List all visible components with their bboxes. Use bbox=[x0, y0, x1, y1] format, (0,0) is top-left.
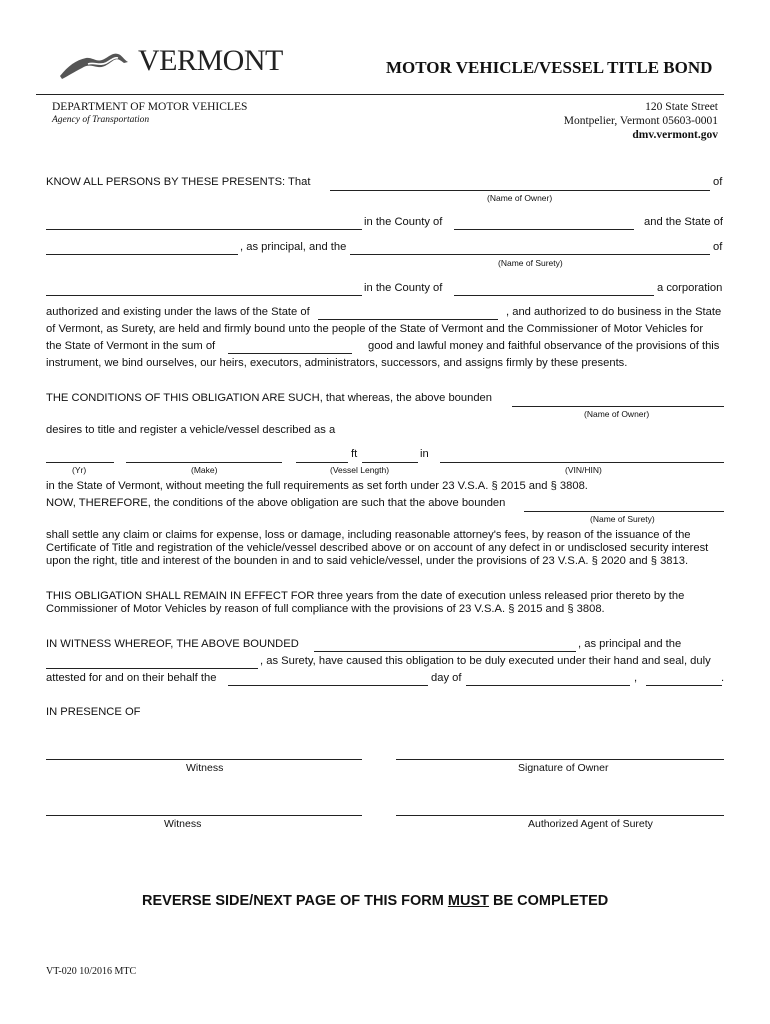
caption-name-of-surety-2: (Name of Surety) bbox=[590, 514, 655, 524]
in-presence-text: IN PRESENCE OF bbox=[46, 706, 141, 718]
vin-hin-field[interactable] bbox=[440, 448, 724, 463]
reverse-notice-post: BE COMPLETED bbox=[488, 893, 609, 909]
bind-text: instrument, we bind ourselves, our heirs, executors, administrators, successors, and assigns firmly by these presents. bbox=[46, 357, 628, 369]
caption-make: (Make) bbox=[191, 465, 218, 475]
dept-name: DEPARTMENT OF MOTOR VEHICLES bbox=[52, 101, 248, 113]
owner-signature-line[interactable] bbox=[396, 745, 724, 760]
in-label: in bbox=[420, 448, 429, 460]
caption-vessel-length: (Vessel Length) bbox=[330, 465, 390, 475]
logo-wordmark: VERMONT bbox=[138, 44, 283, 77]
as-principal-label: , as principal, and the bbox=[240, 241, 347, 253]
owner-signature-label: Signature of Owner bbox=[518, 762, 609, 774]
sum-text: the State of Vermont in the sum of bbox=[46, 340, 216, 352]
month-field[interactable] bbox=[466, 671, 630, 686]
address-city: Montpelier, Vermont 05603-0001 bbox=[563, 115, 718, 127]
reverse-side-notice bbox=[142, 893, 608, 909]
day-field[interactable] bbox=[228, 671, 428, 686]
settle-text-1: shall settle any claim or claims for expense, loss or damage, including reasonable attorney's fees, by reason of the issuance of the bbox=[46, 529, 691, 541]
caption-yr: (Yr) bbox=[72, 465, 87, 475]
owner-address-field[interactable] bbox=[46, 215, 362, 230]
a-corporation-label: a corporation bbox=[657, 282, 723, 294]
reverse-notice-pre: REVERSE SIDE/NEXT PAGE OF THIS FORM bbox=[142, 893, 448, 909]
address-street: 120 State Street bbox=[645, 101, 718, 113]
as-surety-text: , as Surety, have caused this obligation to be duly executed under their hand and seal, duly bbox=[260, 655, 711, 667]
caption-name-of-owner-2: (Name of Owner) bbox=[584, 409, 650, 419]
surety-agent-signature-line[interactable] bbox=[396, 801, 724, 816]
conditions-text: THE CONDITIONS OF THIS OBLIGATION ARE SUCH, that whereas, the above bounden bbox=[46, 392, 493, 404]
reverse-notice-must: MUST bbox=[447, 893, 489, 909]
in-county-label: in the County of bbox=[364, 216, 443, 228]
surety-name-field[interactable] bbox=[350, 240, 710, 255]
state-vt-text: in the State of Vermont, without meeting the full requirements as set forth under 23 V.S.A. § 2015 and § 3808. bbox=[46, 480, 588, 492]
header-rule bbox=[36, 94, 724, 95]
settle-text-2: Certificate of Title and registration of the vehicle/vessel described above or on account of any defect in or undisclosed security interest bbox=[46, 542, 709, 554]
period-label: . bbox=[721, 672, 725, 684]
vessel-length-in-field[interactable] bbox=[362, 448, 418, 463]
surety-agent-label: Authorized Agent of Surety bbox=[528, 818, 653, 830]
as-principal-and-text: , as principal and the bbox=[578, 638, 682, 650]
caption-name-of-surety: (Name of Surety) bbox=[498, 258, 563, 268]
owner-state-field[interactable] bbox=[46, 240, 238, 255]
bounded-surety-field[interactable] bbox=[46, 654, 258, 669]
witness-whereof-text: IN WITNESS WHEREOF, THE ABOVE BOUNDED bbox=[46, 638, 299, 650]
vessel-length-ft-field[interactable] bbox=[296, 448, 348, 463]
settle-text-3: upon the right, title and interest of the bounden in and to said vehicle/vessel, under the provisions of 23 V.S.A. § 2020 and § 3813. bbox=[46, 555, 689, 567]
surety-address-field[interactable] bbox=[46, 281, 362, 296]
comma-label: , bbox=[634, 672, 638, 684]
bounded-principal-field[interactable] bbox=[314, 637, 576, 652]
agency-name: Agency of Transportation bbox=[52, 115, 150, 125]
caption-vin-hin: (VIN/HIN) bbox=[565, 465, 602, 475]
effect-text-1: THIS OBLIGATION SHALL REMAIN IN EFFECT FOR three years from the date of execution unless released prior thereto by the bbox=[46, 590, 685, 602]
witness-1-label: Witness bbox=[186, 762, 224, 774]
sum-tail-text: good and lawful money and faithful observance of the provisions of this bbox=[368, 340, 720, 352]
surety-bound-text: of Vermont, as Surety, are held and firmly bound unto the people of the State of Vermont and the Commissioner of Motor Vehicles for bbox=[46, 323, 704, 335]
now-therefore-text: NOW, THEREFORE, the conditions of the above obligation are such that the above bounden bbox=[46, 497, 506, 509]
desires-text: desires to title and register a vehicle/vessel described as a bbox=[46, 424, 336, 436]
effect-text-2: Commissioner of Motor Vehicles by reason of full compliance with the provisions of 23 V.S.A. § 2015 and § 3808. bbox=[46, 603, 605, 615]
day-of-label: day of bbox=[431, 672, 462, 684]
surety-county-field[interactable] bbox=[454, 281, 654, 296]
make-field[interactable] bbox=[126, 448, 282, 463]
witness-2-signature-line[interactable] bbox=[46, 801, 362, 816]
in-county-label-2: in the County of bbox=[364, 282, 443, 294]
and-state-of-label: and the State of bbox=[644, 216, 723, 228]
owner-county-field[interactable] bbox=[454, 215, 634, 230]
authorized-text: authorized and existing under the laws of the State of bbox=[46, 306, 310, 318]
of-label: of bbox=[713, 176, 723, 188]
dmv-website-link[interactable]: dmv.vermont.gov bbox=[632, 129, 718, 141]
caption-name-of-owner: (Name of Owner) bbox=[487, 193, 553, 203]
form-code: VT-020 10/2016 MTC bbox=[46, 966, 137, 977]
witness-1-signature-line[interactable] bbox=[46, 745, 362, 760]
bounden-owner-field[interactable] bbox=[512, 392, 724, 407]
know-all-persons-text: KNOW ALL PERSONS BY THESE PRESENTS: That bbox=[46, 176, 311, 188]
year-signed-field[interactable] bbox=[646, 671, 725, 686]
of-label-2: of bbox=[713, 241, 723, 253]
attested-text: attested for and on their behalf the bbox=[46, 672, 217, 684]
bond-sum-field[interactable] bbox=[228, 339, 352, 354]
surety-state-field[interactable] bbox=[318, 305, 498, 320]
witness-2-label: Witness bbox=[164, 818, 202, 830]
bounden-surety-field[interactable] bbox=[524, 497, 724, 512]
form-title: MOTOR VEHICLE/VESSEL TITLE BOND bbox=[386, 58, 713, 77]
authorized-tail-text: , and authorized to do business in the State bbox=[506, 306, 722, 318]
ft-label: ft bbox=[351, 448, 358, 460]
mountain-logo-icon bbox=[58, 48, 138, 82]
year-field[interactable] bbox=[46, 448, 114, 463]
owner-name-field[interactable] bbox=[330, 176, 710, 191]
